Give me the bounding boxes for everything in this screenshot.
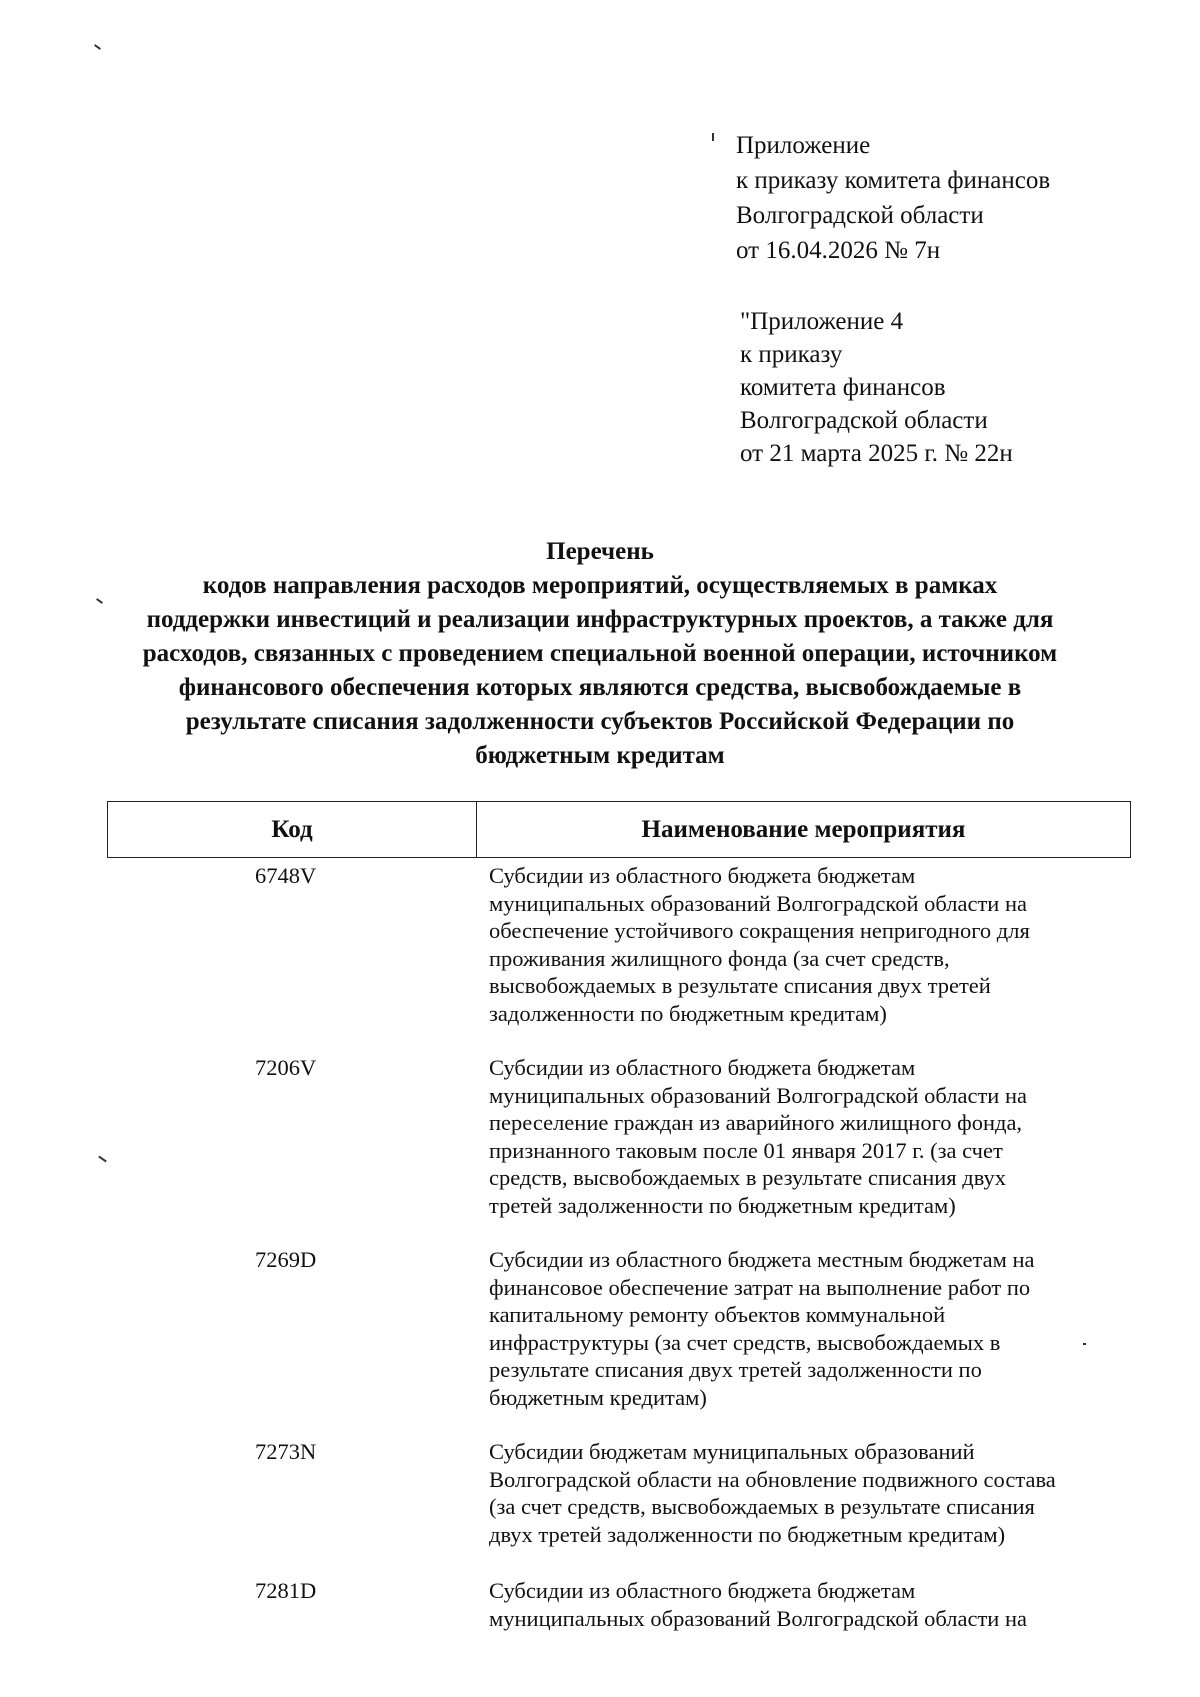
title-line: Перечень	[546, 538, 654, 565]
scan-artifact	[94, 44, 101, 50]
title-line: кодов направления расходов мероприятий, осуществляемых в рамках	[202, 572, 998, 599]
approval-line: Волгоградской области	[736, 202, 984, 229]
row-name: Субсидии из областного бюджета бюджетам муниципальных образований Волгоградской области на	[489, 1578, 1027, 1631]
row-code: 7281D	[255, 1578, 317, 1603]
approval-line: Приложение	[736, 132, 871, 159]
row-code: 6748V	[255, 863, 317, 888]
title-line: расходов, связанных с проведением специальной военной операции, источником	[142, 640, 1058, 667]
scan-artifact	[98, 1156, 107, 1163]
approval-stamp-original	[740, 305, 1013, 470]
scan-artifact	[1083, 1343, 1086, 1345]
row-code: 7206V	[255, 1055, 317, 1080]
title-line: финансового обеспечения которых являются средства, высвобождаемые в	[178, 674, 1022, 701]
approval-line: к приказу	[740, 341, 843, 368]
scan-artifact	[712, 133, 714, 141]
row-name: Субсидии из областного бюджета бюджетам муниципальных образований Волгоградской области на переселение граждан из аварийного жилищного фонда, признанного таковым после 01 января 2017 г. (за счет средств, высвобождаемых в результате списания двух третей задолженности по бюджетным кредитам)	[489, 1055, 1027, 1218]
table-header	[107, 801, 1131, 858]
approval-line: к приказу комитета финансов	[736, 167, 1051, 194]
row-code: 7273N	[255, 1439, 317, 1464]
row-name: Субсидии из областного бюджета местным бюджетам на финансовое обеспечение затрат на выполнение работ по капитальному ремонту объектов коммунальной инфраструктуры (за счет средств, высвобождаемых в результате списания двух третей задолженности по бюджетным кредитам)	[489, 1247, 1035, 1410]
row-name: Субсидии из областного бюджета бюджетам муниципальных образований Волгоградской области на обеспечение устойчивого сокращения непригодного для проживания жилищного фонда (за счет средств, высвобождаемых в результате списания двух третей задолженности по бюджетным кредитам)	[489, 863, 1030, 1026]
title-line: бюджетным кредитам	[475, 742, 725, 769]
document-title	[90, 535, 1110, 773]
approval-line: Волгоградской области	[740, 407, 988, 434]
column-header-code: Код	[108, 802, 477, 857]
row-name: Субсидии бюджетам муниципальных образований Волгоградской области на обновление подвижного состава (за счет средств, высвобождаемых в результате списания двух третей задолженности по бюджетным кредитам)	[489, 1439, 1056, 1547]
approval-line: "Приложение 4	[740, 308, 904, 335]
approval-line: от 16.04.2026 № 7н	[736, 237, 941, 264]
approval-line: от 21 марта 2025 г. № 22н	[740, 440, 1013, 467]
column-header-name: Наименование мероприятия	[641, 815, 966, 843]
approval-stamp-current	[736, 128, 1050, 268]
title-line: поддержки инвестиций и реализации инфраструктурных проектов, а также для	[146, 606, 1054, 633]
approval-line: комитета финансов	[740, 374, 946, 401]
title-line: результате списания задолженности субъектов Российской Федерации по	[185, 708, 1015, 735]
row-code: 7269D	[255, 1247, 317, 1272]
